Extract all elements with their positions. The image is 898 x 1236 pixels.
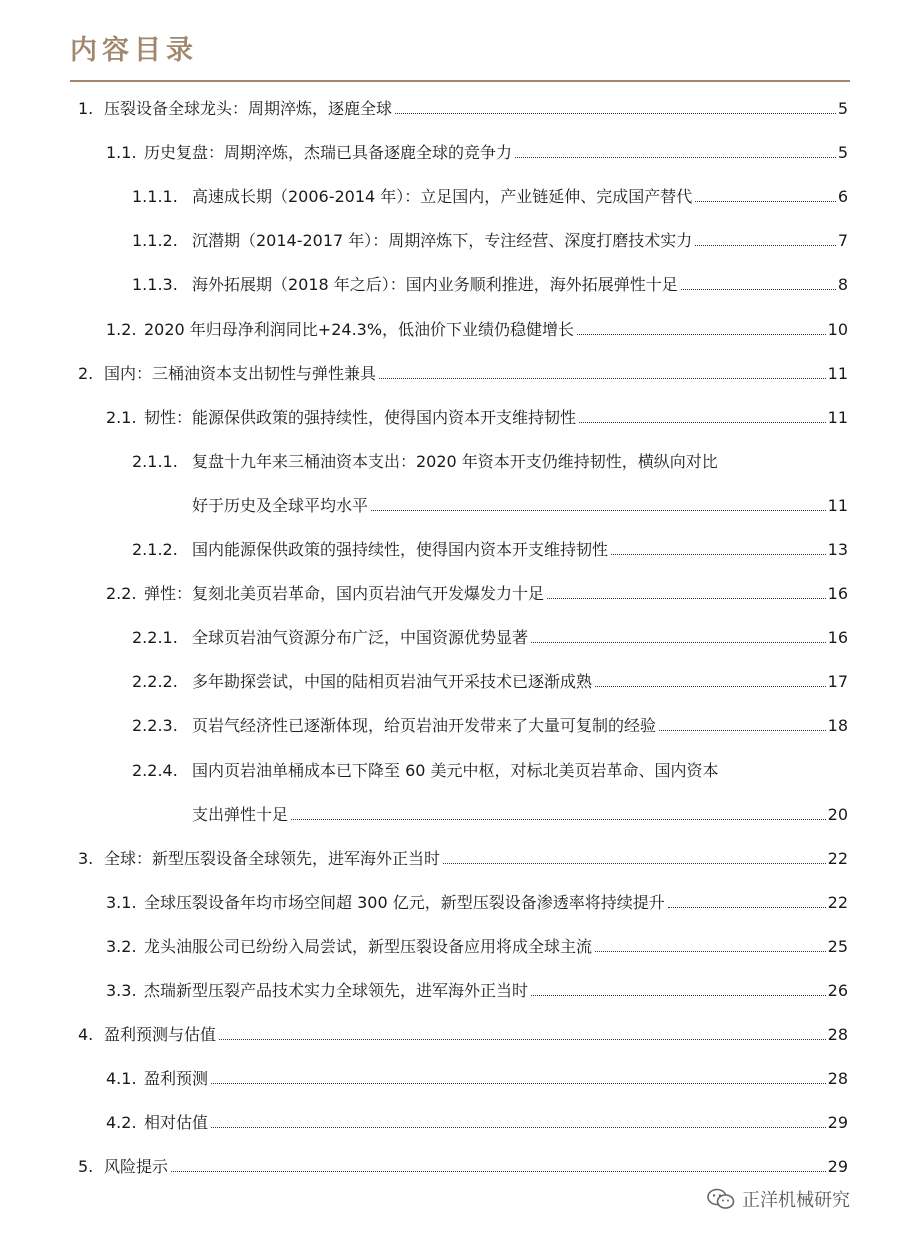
toc-leader-dots xyxy=(531,995,826,996)
toc-entry-title: 国内页岩油单桶成本已下降至 60 美元中枢，对标北美页岩革命、国内资本 xyxy=(192,760,719,780)
toc-entry[interactable] xyxy=(132,450,848,474)
toc-leader-dots xyxy=(595,686,826,687)
toc-leader-dots xyxy=(211,1083,826,1084)
toc-entry[interactable] xyxy=(132,273,848,297)
toc-entry-number: 2.1. xyxy=(106,407,137,427)
toc-entry-title: 盈利预测与估值 xyxy=(104,1025,217,1045)
toc-entry-number: 2.1.1. xyxy=(132,451,178,471)
wechat-icon xyxy=(706,1187,736,1211)
toc-entry-page: 11 xyxy=(827,363,848,383)
toc-entry[interactable] xyxy=(106,891,848,915)
toc-leader-dots xyxy=(395,113,836,114)
toc-entry[interactable] xyxy=(106,582,848,606)
toc-entry[interactable] xyxy=(106,979,848,1003)
toc-entry-page: 18 xyxy=(827,716,848,736)
toc-entry-continuation[interactable] xyxy=(192,803,848,827)
toc-entry-page: 22 xyxy=(827,892,848,912)
toc-entry-title: 相对估值 xyxy=(144,1113,209,1133)
toc-leader-dots xyxy=(219,1039,826,1040)
watermark-text: 正洋机械研究 xyxy=(742,1190,850,1211)
toc-entry-title: 盈利预测 xyxy=(144,1069,209,1089)
toc-entry-title: 弹性：复刻北美页岩革命，国内页岩油气开发爆发力十足 xyxy=(144,584,545,604)
toc-entry-title: 韧性：能源保供政策的强持续性，使得国内资本开支维持韧性 xyxy=(144,407,577,427)
toc-entry-page: 11 xyxy=(827,495,848,515)
toc-entry-number: 2.2.2. xyxy=(132,672,178,692)
toc-entry[interactable] xyxy=(78,1155,848,1179)
toc-leader-dots xyxy=(668,907,826,908)
toc-entry-title: 全球页岩油气资源分布广泛，中国资源优势显著 xyxy=(192,628,529,648)
toc-entry[interactable] xyxy=(78,97,848,121)
toc-entry-title: 国内能源保供政策的强持续性，使得国内资本开支维持韧性 xyxy=(192,540,609,559)
toc-entry-title: 全球：新型压裂设备全球领先，进军海外正当时 xyxy=(104,848,441,868)
toc-leader-dots xyxy=(577,334,826,335)
toc-entry-number: 1.1.1. xyxy=(132,187,178,207)
toc-entry-page: 5 xyxy=(837,143,848,163)
toc-leader-dots xyxy=(695,245,836,246)
toc-entry-title: 全球压裂设备年均市场空间超 300 亿元，新型压裂设备渗透率将持续提升 xyxy=(144,892,665,912)
toc-entry-number: 1.1.3. xyxy=(132,275,178,295)
toc-entry-number: 2.2.4. xyxy=(132,760,178,780)
toc-entry[interactable] xyxy=(106,935,848,959)
toc-entry-title: 页岩气经济性已逐渐体现，给页岩油开发带来了大量可复制的经验 xyxy=(192,716,657,736)
toc-entry[interactable] xyxy=(132,229,848,253)
toc-entry-number: 2.2. xyxy=(106,584,137,604)
toc-entry-number: 4.1. xyxy=(106,1069,137,1089)
toc-leader-dots xyxy=(531,642,826,643)
toc-entry[interactable] xyxy=(106,141,848,165)
toc-entry[interactable] xyxy=(132,759,848,783)
toc-entry[interactable] xyxy=(132,714,848,738)
toc-entry[interactable] xyxy=(132,670,848,694)
toc-entry-number: 1.1. xyxy=(106,143,137,163)
toc-leader-dots xyxy=(547,598,826,599)
toc-leader-dots xyxy=(515,157,836,158)
toc-entry-title: 沉潜期（2014-2017 年）：周期淬炼下，专注经营、深度打磨技术实力 xyxy=(192,231,693,251)
toc-entry-page: 22 xyxy=(827,848,848,868)
toc-entry-title-continued: 好于历史及全球平均水平 xyxy=(192,495,369,515)
toc-leader-dots xyxy=(595,951,826,952)
toc-leader-dots xyxy=(579,422,826,423)
toc-entry[interactable] xyxy=(78,362,848,386)
toc-entry-title: 高速成长期（2006-2014 年）：立足国内，产业链延伸、完成国产替代 xyxy=(192,187,693,207)
toc-entry-page: 6 xyxy=(837,187,848,207)
toc-entry[interactable] xyxy=(106,1067,848,1091)
toc-entry-number: 1.2. xyxy=(106,319,137,339)
toc-leader-dots xyxy=(371,510,826,511)
toc-entry-page: 17 xyxy=(827,672,848,692)
toc-leader-dots xyxy=(611,554,826,555)
toc-entry[interactable] xyxy=(106,1111,848,1135)
watermark xyxy=(706,1186,850,1212)
toc-entry-page: 16 xyxy=(827,584,848,604)
toc-entry-title: 国内：三桶油资本支出韧性与弹性兼具 xyxy=(104,363,377,383)
toc-leader-dots xyxy=(443,863,826,864)
toc-entry-page: 5 xyxy=(837,99,848,118)
toc-entry[interactable] xyxy=(78,1023,848,1047)
toc-heading: 内容目录 xyxy=(70,35,198,66)
toc-entry-title: 风险提示 xyxy=(104,1157,169,1177)
toc-entry-number: 1. xyxy=(78,99,94,118)
toc-entry-title: 压裂设备全球龙头：周期淬炼，逐鹿全球 xyxy=(104,99,393,118)
toc-entry-number: 4. xyxy=(78,1025,94,1045)
toc-entry-page: 20 xyxy=(827,804,848,824)
toc-entry[interactable] xyxy=(132,538,848,562)
toc-entry[interactable] xyxy=(106,406,848,430)
toc-entry-number: 2.2.3. xyxy=(132,716,178,736)
toc-leader-dots xyxy=(211,1127,826,1128)
toc-entry-title: 复盘十九年来三桶油资本支出：2020 年资本开支仍维持韧性，横纵向对比 xyxy=(192,451,718,471)
toc-entry-title: 多年勘探尝试，中国的陆相页岩油气开采技术已逐渐成熟 xyxy=(192,672,593,692)
toc-entry-page: 13 xyxy=(827,540,848,559)
toc-entry[interactable] xyxy=(132,185,848,209)
toc-entry-number: 3. xyxy=(78,848,94,868)
toc-leader-dots xyxy=(171,1171,826,1172)
toc-entry-number: 2.2.1. xyxy=(132,628,178,648)
toc-entry-page: 8 xyxy=(837,275,848,295)
toc-entry-number: 2.1.2. xyxy=(132,540,178,559)
toc-leader-dots xyxy=(681,289,836,290)
toc-entry-title-continued: 支出弹性十足 xyxy=(192,804,289,824)
toc-entry-number: 5. xyxy=(78,1157,94,1177)
toc-entry-continuation[interactable] xyxy=(192,494,848,518)
toc-entry[interactable] xyxy=(106,318,848,342)
toc-entry-number: 3.3. xyxy=(106,981,137,1000)
toc-entry-page: 29 xyxy=(827,1113,848,1133)
toc-entry-page: 26 xyxy=(827,981,848,1000)
toc-leader-dots xyxy=(695,201,836,202)
toc-entry-title: 历史复盘：周期淬炼，杰瑞已具备逐鹿全球的竞争力 xyxy=(144,143,513,163)
toc-entry-title: 杰瑞新型压裂产品技术实力全球领先，进军海外正当时 xyxy=(144,981,529,1000)
toc-entry-number: 3.2. xyxy=(106,936,137,956)
toc-entry-page: 16 xyxy=(827,628,848,648)
toc-entry-page: 7 xyxy=(837,231,848,251)
toc-entry[interactable] xyxy=(132,626,848,650)
toc-entry-page: 10 xyxy=(827,319,848,339)
toc-leader-dots xyxy=(379,378,826,379)
toc-entry-page: 29 xyxy=(827,1157,848,1177)
toc-entry-number: 4.2. xyxy=(106,1113,137,1133)
toc-entry-page: 28 xyxy=(827,1069,848,1089)
toc-entry-page: 28 xyxy=(827,1025,848,1045)
toc-entry[interactable] xyxy=(78,847,848,871)
toc-entry-number: 2. xyxy=(78,363,94,383)
toc-entry-page: 11 xyxy=(827,407,848,427)
toc-entry-title: 龙头油服公司已纷纷入局尝试，新型压裂设备应用将成全球主流 xyxy=(144,936,593,956)
toc-entry-page: 25 xyxy=(827,936,848,956)
toc-entry-number: 1.1.2. xyxy=(132,231,178,251)
toc-entry-number: 3.1. xyxy=(106,892,137,912)
toc-entry-title: 2020 年归母净利润同比+24.3%，低油价下业绩仍稳健增长 xyxy=(144,319,575,339)
toc-entry-title: 海外拓展期（2018 年之后）：国内业务顺利推进，海外拓展弹性十足 xyxy=(192,275,678,295)
toc-leader-dots xyxy=(659,730,826,731)
toc-leader-dots xyxy=(291,819,826,820)
